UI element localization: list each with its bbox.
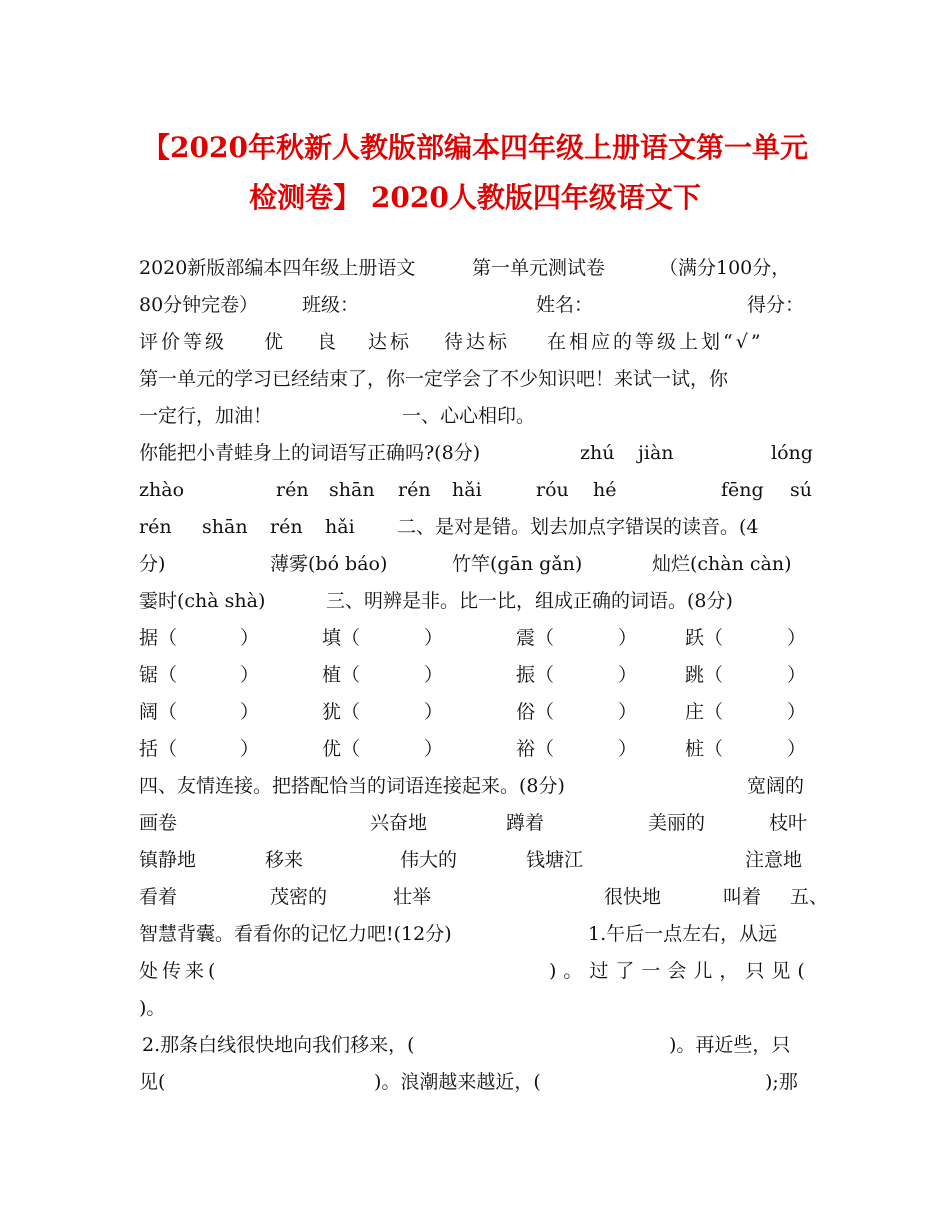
- word-blank: 跳（: [685, 664, 724, 686]
- text-fragment: );那: [765, 1071, 798, 1093]
- class-label: 班级：: [302, 294, 360, 316]
- text-line: [139, 990, 813, 1027]
- text-line: [139, 361, 813, 398]
- pinyin: shān: [329, 479, 375, 501]
- text-fragment: )。过了一会儿，只见(: [549, 960, 812, 982]
- text-line: [139, 546, 813, 583]
- word-blank: 桩（: [685, 738, 724, 760]
- match-word: 茂密的: [270, 886, 328, 908]
- text-line: [139, 1027, 813, 1064]
- text-fragment: 一定行，加油！: [139, 405, 273, 427]
- text-fragment: 2.那条白线很快地向我们移来，(: [142, 1034, 415, 1056]
- pinyin: róu: [536, 479, 569, 501]
- word-blank: ）: [787, 701, 807, 723]
- word-blank: 震（: [516, 627, 555, 649]
- word-blank: ）: [424, 738, 444, 760]
- pinyin: fēng: [721, 479, 764, 501]
- score-label: 得分：: [747, 294, 805, 316]
- word-blank: 填（: [322, 627, 361, 649]
- section-heading: 五、: [790, 886, 829, 908]
- word-blank: ）: [618, 738, 638, 760]
- text-line: [139, 805, 813, 842]
- text-line: [139, 657, 813, 694]
- text-line: [139, 694, 813, 731]
- text-line: [139, 731, 813, 768]
- grade-option: 优: [264, 331, 284, 353]
- text-line: [139, 1064, 813, 1101]
- match-word: 伟大的: [400, 849, 458, 871]
- pinyin: rén: [398, 479, 431, 501]
- text-fragment: 你能把小青蛙身上的词语写正确吗?(8分): [139, 442, 481, 464]
- text-fragment: )。浪潮越来越近，(: [374, 1071, 541, 1093]
- text-fragment: 2020新版部编本四年级上册语文: [139, 257, 416, 279]
- text-line: [139, 435, 813, 472]
- word-blank: ）: [787, 664, 807, 686]
- text-line: [139, 916, 813, 953]
- section-heading: 二、是对是错。划去加点字错误的读音。(4: [397, 516, 759, 538]
- text-fragment: 处传来(: [139, 960, 220, 982]
- text-fragment: )。再近些，只: [669, 1034, 791, 1056]
- pinyin: rén: [270, 516, 303, 538]
- word-blank: ）: [618, 701, 638, 723]
- section-heading: 四、友情连接。把搭配恰当的词语连接起来。(8分): [139, 775, 565, 797]
- match-word: 美丽的: [648, 812, 706, 834]
- word-blank: ）: [618, 627, 638, 649]
- match-word: 看着: [139, 886, 178, 908]
- text-fragment: 分): [139, 553, 166, 575]
- text-line: [139, 324, 813, 361]
- text-fragment: 第一单元测试卷: [472, 257, 606, 279]
- text-line: [139, 768, 813, 805]
- pinyin: rén: [139, 516, 172, 538]
- word-blank: ）: [787, 627, 807, 649]
- grade-option: 良: [317, 331, 337, 353]
- section-heading: 三、明辨是非。比一比，组成正确的词语。(8分): [326, 590, 733, 612]
- grade-option: 待达标: [444, 331, 511, 353]
- word-blank: 犹（: [322, 701, 361, 723]
- text-fragment: 见(: [139, 1071, 166, 1093]
- word-blank: ）: [240, 664, 260, 686]
- text-line: [139, 250, 813, 287]
- match-word: 枝叶: [769, 812, 808, 834]
- match-word: 画卷: [139, 812, 178, 834]
- text-fragment: 评价等级: [139, 331, 228, 353]
- word-blank: 俗（: [516, 701, 555, 723]
- text-fragment: 1.午后一点左右，从远: [588, 923, 778, 945]
- text-fragment: 灿烂(chàn càn): [652, 553, 792, 575]
- text-line: [139, 472, 813, 509]
- text-fragment: 第一单元的学习已经结束了，你一定学会了不少知识吧！来试一试，你: [139, 368, 729, 390]
- word-blank: 优（: [322, 738, 361, 760]
- match-word: 兴奋地: [370, 812, 428, 834]
- word-blank: ）: [618, 664, 638, 686]
- match-word: 蹲着: [506, 812, 545, 834]
- match-word: 移来: [265, 849, 304, 871]
- pinyin: hǎi: [452, 479, 482, 501]
- word-blank: 植（: [322, 664, 361, 686]
- text-fragment: 在相应的等级上划“√”: [547, 331, 764, 353]
- word-blank: 据（: [139, 627, 178, 649]
- grade-option: 达标: [368, 331, 413, 353]
- pinyin: shān: [202, 516, 248, 538]
- word-blank: ）: [424, 701, 444, 723]
- text-line: [139, 953, 813, 990]
- text-fragment: 薄雾(bó báo): [270, 553, 388, 575]
- text-line: [139, 509, 813, 546]
- word-blank: 阔（: [139, 701, 178, 723]
- match-word: 注意地: [745, 849, 803, 871]
- text-line: [139, 879, 829, 916]
- match-word: 宽阔的: [747, 775, 805, 797]
- word-blank: 庄（: [685, 701, 724, 723]
- pinyin: zhào: [139, 479, 185, 501]
- word-blank: 括（: [139, 738, 178, 760]
- match-word: 壮举: [393, 886, 432, 908]
- section-heading: 智慧背囊。看看你的记忆力吧!(12分): [139, 923, 452, 945]
- pinyin: rén: [276, 479, 309, 501]
- match-word: 很快地: [604, 886, 662, 908]
- text-line: [139, 398, 813, 435]
- text-fragment: 霎时(chà shà): [139, 590, 266, 612]
- pinyin: hé: [593, 479, 617, 501]
- section-heading: 一、心心相印。: [402, 405, 536, 427]
- text-line: [139, 583, 813, 620]
- match-word: 叫着: [723, 886, 762, 908]
- pinyin: zhú: [580, 442, 615, 464]
- pinyin: jiàn: [638, 442, 674, 464]
- word-blank: 裕（: [516, 738, 555, 760]
- word-blank: 振（: [516, 664, 555, 686]
- pinyin: hǎi: [325, 516, 355, 538]
- document-title-line-1: 【2020年秋新人教版部编本四年级上册语文第一单元: [142, 131, 808, 164]
- text-fragment: )。: [139, 997, 166, 1019]
- match-word: 钱塘江: [526, 849, 584, 871]
- word-blank: ）: [240, 738, 260, 760]
- text-line: [139, 287, 813, 324]
- text-fragment: 竹竿(gān gǎn): [452, 553, 583, 575]
- document-body: [139, 250, 829, 1101]
- word-blank: 锯（: [139, 664, 178, 686]
- document-title-line-2: 检测卷】 2020人教版四年级语文下: [249, 181, 701, 214]
- word-blank: 跃（: [685, 627, 724, 649]
- pinyin: lóng: [771, 442, 813, 464]
- word-blank: ）: [424, 664, 444, 686]
- text-fragment: 80分钟完卷）: [139, 294, 259, 316]
- word-blank: ）: [240, 701, 260, 723]
- text-fragment: （满分100分，: [659, 257, 791, 279]
- name-label: 姓名：: [536, 294, 594, 316]
- pinyin: sú: [790, 479, 812, 501]
- word-blank: ）: [240, 627, 260, 649]
- text-line: [139, 842, 813, 879]
- match-word: 镇静地: [139, 849, 197, 871]
- word-blank: ）: [787, 738, 807, 760]
- word-blank: ）: [424, 627, 444, 649]
- text-line: [139, 620, 813, 657]
